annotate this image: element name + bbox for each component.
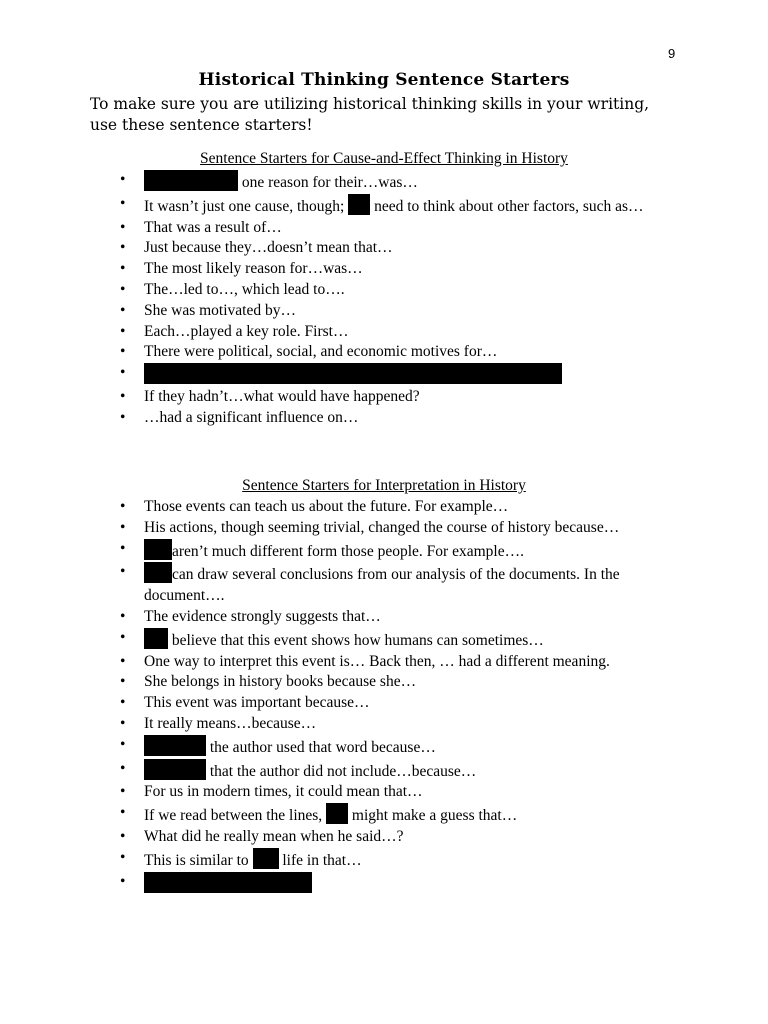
list-item: • It wasn’t just one cause, though; need to think about other factors, such as… [118, 194, 718, 218]
list-item: • Those events can teach us about the future. For example… [118, 497, 718, 518]
list-item: • That was a result of… [118, 218, 718, 239]
list-item: • This is similar to life in that… [118, 848, 718, 872]
cause-section-heading: Sentence Starters for Cause-and-Effect Thinking in History [200, 150, 568, 167]
list-item: • She belongs in history books because she… [118, 672, 718, 693]
interpretation-starters-list [118, 497, 718, 895]
redaction-block [144, 562, 172, 583]
list-item: • For us in modern times, it could mean that… [118, 782, 718, 803]
page-number: 9 [668, 46, 676, 61]
list-item: • the author used that word because… [118, 735, 718, 759]
list-item: • There were political, social, and economic motives for… [118, 342, 718, 363]
list-item: • What did he really mean when he said…? [118, 827, 718, 848]
list-item: • Just because they…doesn’t mean that… [118, 238, 718, 259]
list-item: • that the author did not include…because… [118, 759, 718, 783]
redaction-block [144, 539, 172, 560]
redaction-block [144, 735, 206, 756]
list-item: • believe that this event shows how humans can sometimes… [118, 628, 718, 652]
list-item: • The evidence strongly suggests that… [118, 607, 718, 628]
list-item [118, 363, 718, 387]
list-item: • If we read between the lines, might make a guess that… [118, 803, 718, 827]
redaction-block [144, 759, 206, 780]
list-item: • This event was important because… [118, 693, 718, 714]
list-item: • one reason for their…was… [118, 170, 718, 194]
redaction-block [348, 194, 370, 215]
list-item: • aren’t much different form those people. For example…. [118, 539, 718, 563]
list-item: • Each…played a key role. First… [118, 322, 718, 343]
interpretation-section-heading: Sentence Starters for Interpretation in History [242, 477, 526, 494]
redaction-block [326, 803, 348, 824]
redaction-block [144, 872, 312, 893]
redaction-block [144, 628, 168, 649]
list-item: • can draw several conclusions from our analysis of the documents. In the document…. [118, 562, 704, 607]
redaction-block [253, 848, 279, 869]
list-item: • His actions, though seeming trivial, changed the course of history because… [118, 518, 718, 539]
intro-text: To make sure you are utilizing historical thinking skills in your writing, use these sentence starters! [90, 95, 650, 134]
list-item: • The…led to…, which lead to…. [118, 280, 718, 301]
list-item: • It really means…because… [118, 714, 718, 735]
redaction-block [144, 363, 562, 384]
list-item: • The most likely reason for…was… [118, 259, 718, 280]
list-item: • If they hadn’t…what would have happened? [118, 387, 718, 408]
list-item [118, 872, 718, 896]
list-item: • She was motivated by… [118, 301, 718, 322]
redaction-block [144, 170, 238, 191]
list-item: • …had a significant influence on… [118, 408, 718, 429]
list-item: • One way to interpret this event is… Back then, … had a different meaning. [118, 652, 718, 673]
page-title: Historical Thinking Sentence Starters [198, 70, 570, 90]
cause-starters-list [118, 170, 718, 429]
